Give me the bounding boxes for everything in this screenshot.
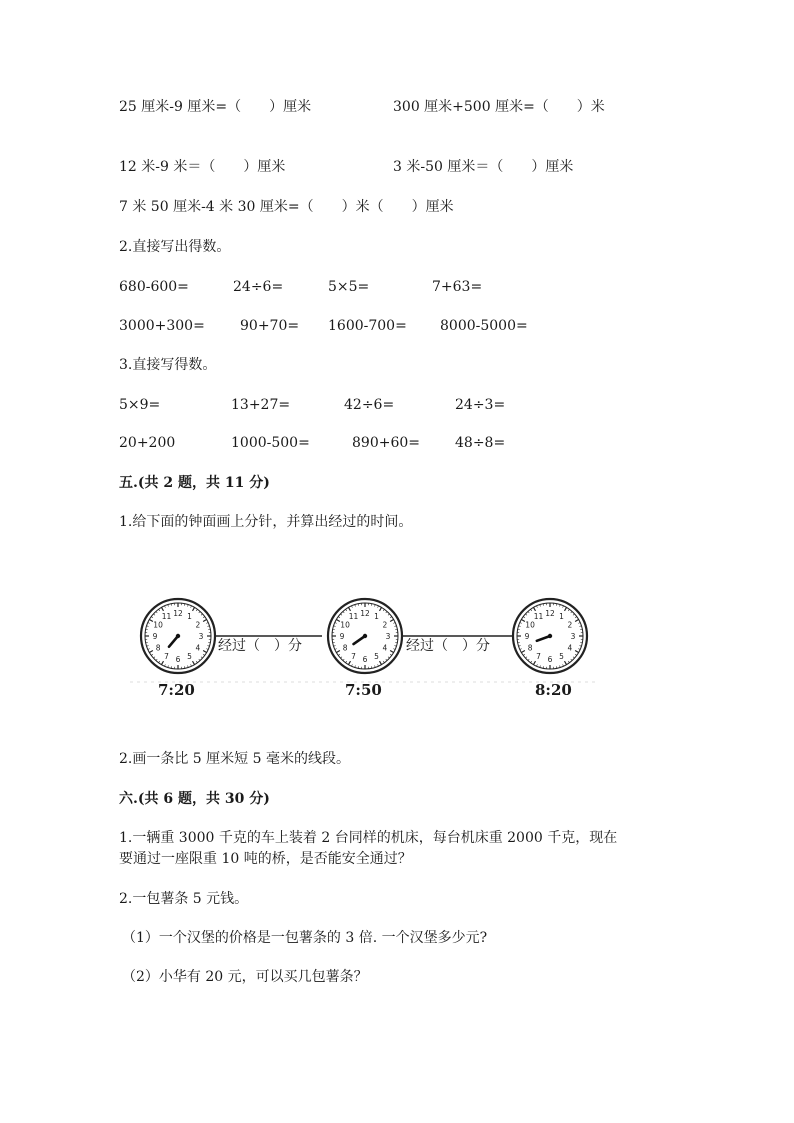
clock-numeral: 5 xyxy=(374,651,379,661)
clock-numeral: 2 xyxy=(382,620,388,630)
clock-numeral: 6 xyxy=(362,655,368,664)
clock-numeral: 8 xyxy=(342,643,348,653)
clock-numeral: 4 xyxy=(382,643,388,653)
section6-q2-sub2: （2）小华有 20 元，可以买几包薯条？ xyxy=(122,969,368,985)
q2-item: 5×5= xyxy=(328,279,370,295)
q3-item: 890+60= xyxy=(352,435,420,451)
clock-numeral: 1 xyxy=(187,612,192,622)
q3-item: 20+200 xyxy=(119,435,176,451)
q2-title: 2.直接写出得数。 xyxy=(119,239,231,255)
elapsed-label-2: 经过（ ）分 xyxy=(406,638,490,654)
clock-diagram xyxy=(130,585,610,710)
clock-numeral: 7 xyxy=(164,651,169,661)
clock-center xyxy=(363,634,367,638)
clock-center xyxy=(548,634,552,638)
clock-center xyxy=(176,634,180,638)
clock-time-label: 8:20 xyxy=(535,681,572,699)
clock-numeral: 12 xyxy=(360,609,370,618)
clock-numeral: 5 xyxy=(187,651,192,661)
clock-numeral: 2 xyxy=(195,620,201,630)
clock-numeral: 8 xyxy=(155,643,161,653)
q2-item: 24÷6= xyxy=(233,279,284,295)
section5-heading: 五.(共 2 题，共 11 分) xyxy=(119,475,270,491)
clock-numeral: 7 xyxy=(351,651,356,661)
clock-numeral: 10 xyxy=(340,620,350,630)
conversion-2: 300 厘米+500 厘米=（ ）米 xyxy=(393,99,605,115)
clock-numeral: 11 xyxy=(161,612,172,622)
elapsed-label-1: 经过（ ）分 xyxy=(218,638,302,654)
section6-q2-sub1: （1）一个汉堡的价格是一包薯条的 3 倍. 一个汉堡多少元? xyxy=(122,930,488,946)
clock-face xyxy=(141,599,215,673)
clock-numeral: 2 xyxy=(567,620,573,630)
clock-numeral: 3 xyxy=(385,632,391,641)
clock-numeral: 9 xyxy=(524,632,530,641)
q3-item: 5×9= xyxy=(119,397,161,413)
clock-numeral: 4 xyxy=(567,643,573,653)
clock-time-label: 7:50 xyxy=(345,681,382,699)
clock-face xyxy=(513,599,587,673)
conversion-1: 25 厘米-9 厘米=（ ）厘米 xyxy=(119,99,312,115)
q2-item: 90+70= xyxy=(240,318,300,334)
clock-numeral: 8 xyxy=(527,643,533,653)
clock-numeral: 6 xyxy=(175,655,181,664)
section6-q1-line1: 1.一辆重 3000 千克的车上装着 2 台同样的机床，每台机床重 2000 千克，现在 xyxy=(119,830,618,846)
clock-numeral: 1 xyxy=(559,612,564,622)
q2-item: 3000+300= xyxy=(119,318,205,334)
clock-numeral: 7 xyxy=(536,651,541,661)
section5-q1: 1.给下面的钟面画上分针，并算出经过的时间。 xyxy=(119,514,413,530)
q2-item: 680-600= xyxy=(119,279,189,295)
clock-numeral: 11 xyxy=(348,612,359,622)
q2-item: 1600-700= xyxy=(328,318,407,334)
clock-numeral: 12 xyxy=(545,609,555,618)
q3-item: 1000-500= xyxy=(231,435,310,451)
clock-numeral: 9 xyxy=(339,632,345,641)
clock-numeral: 6 xyxy=(547,655,553,664)
q3-title: 3.直接写得数。 xyxy=(119,357,217,373)
clock-numeral: 10 xyxy=(153,620,163,630)
conversion-4: 3 米-50 厘米＝（ ）厘米 xyxy=(393,159,574,175)
section6-q2: 2.一包薯条 5 元钱。 xyxy=(119,891,249,907)
clock-numeral: 1 xyxy=(374,612,379,622)
q3-item: 13+27= xyxy=(231,397,291,413)
clock-face xyxy=(328,599,402,673)
clock-numeral: 10 xyxy=(525,620,535,630)
section5-q2: 2.画一条比 5 厘米短 5 毫米的线段。 xyxy=(119,751,350,767)
clock-numeral: 12 xyxy=(173,609,183,618)
q3-item: 48÷8= xyxy=(455,435,506,451)
clock-numeral: 3 xyxy=(198,632,204,641)
section6-q1-line2: 要通过一座限重 10 吨的桥，是否能安全通过？ xyxy=(119,851,412,867)
q3-item: 24÷3= xyxy=(455,397,506,413)
clock-numeral: 11 xyxy=(533,612,544,622)
clock-numeral: 5 xyxy=(559,651,564,661)
clock-numeral: 4 xyxy=(195,643,201,653)
conversion-5: 7 米 50 厘米-4 米 30 厘米=（ ）米（ ）厘米 xyxy=(119,199,454,215)
clock-numeral: 3 xyxy=(570,632,576,641)
section6-heading: 六.(共 6 题，共 30 分) xyxy=(119,791,270,807)
q2-item: 7+63= xyxy=(432,279,483,295)
clock-time-label: 7:20 xyxy=(158,681,195,699)
conversion-3: 12 米-9 米＝（ ）厘米 xyxy=(119,159,286,175)
q2-item: 8000-5000= xyxy=(440,318,528,334)
q3-item: 42÷6= xyxy=(344,397,395,413)
clock-numeral: 9 xyxy=(152,632,158,641)
